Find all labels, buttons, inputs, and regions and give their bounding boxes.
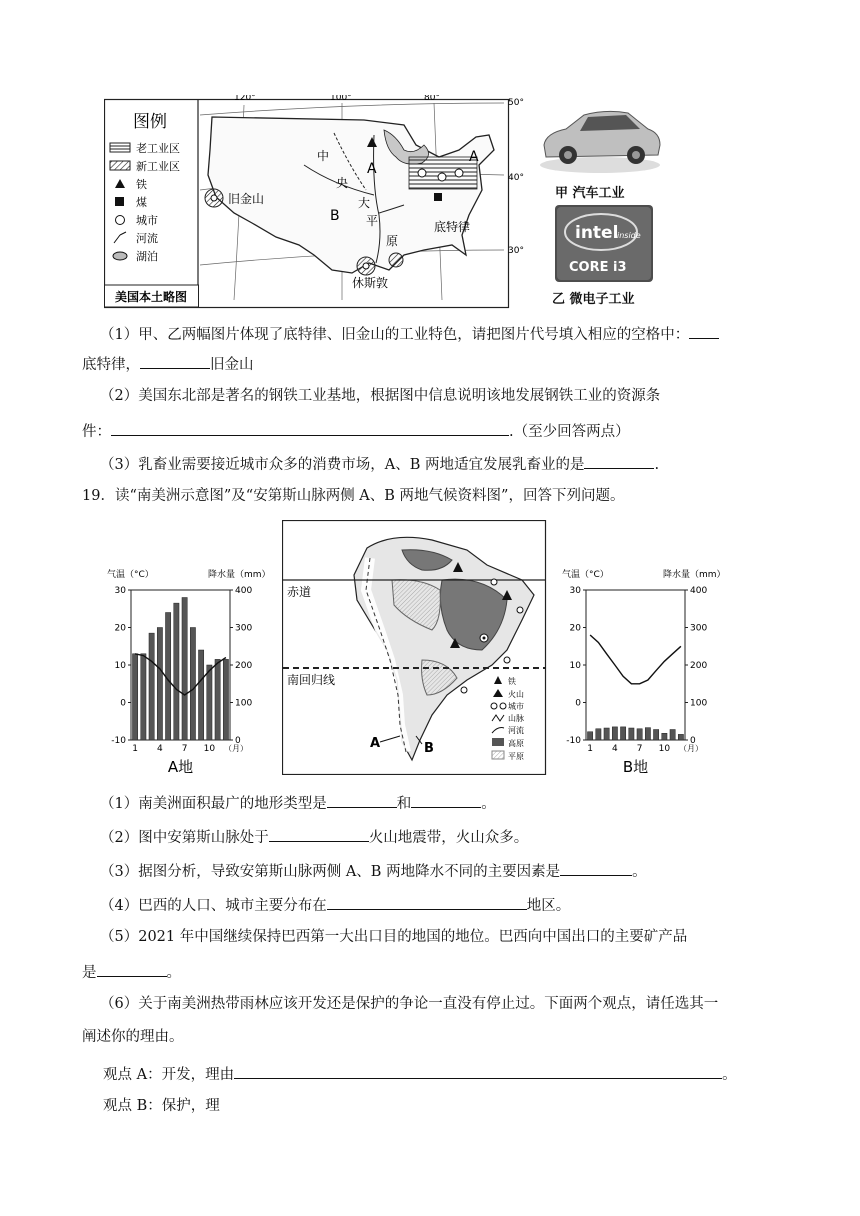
label-a: A [367, 161, 377, 177]
sa-legend-iron: 铁 [508, 677, 516, 686]
chart-a-precip-bar [190, 628, 195, 741]
chart-b-month-unit: （月） [679, 744, 703, 753]
chart-b-temp-tick-label: 20 [569, 623, 581, 634]
chart-b-precip-bar [629, 728, 634, 740]
sa-legend-plain: 平原 [508, 752, 524, 761]
equator-label: 赤道 [287, 585, 312, 599]
chart-a-temp-tick-label: 0 [120, 698, 126, 709]
chart-a-precip-bar [157, 628, 162, 741]
core-word: CORE i3 [569, 260, 627, 275]
jia-caption: 甲 汽车工业 [555, 186, 625, 201]
legend-city: 城市 [136, 214, 158, 227]
chart-a-month-label: 4 [157, 744, 163, 754]
q18-p2-suffix: .（至少回答两点） [509, 424, 630, 440]
blank-population-area[interactable] [327, 893, 527, 910]
blank-view-a-reason[interactable] [234, 1062, 722, 1079]
chart-a-title: A地 [167, 758, 194, 776]
car-photo [536, 95, 664, 175]
chart-a-precip-bar [223, 659, 228, 740]
chart-a-precip-bar [207, 665, 212, 740]
label-plain-2: 央 [336, 176, 349, 190]
chart-a-svg [105, 565, 265, 777]
chart-b-precip-bar [620, 727, 625, 740]
chart-a-precip-tick-label: 300 [235, 623, 253, 634]
q18-p3-end: . [654, 457, 660, 473]
sa-legend-volcano: 火山 [508, 690, 524, 699]
legend-river: 河流 [136, 232, 158, 245]
chart-a-temp-axis-label: 气温（°C） [107, 570, 154, 580]
q18-p2-prefix: 件： [82, 424, 111, 440]
chart-b-temp-tick-label: 30 [569, 586, 581, 596]
q19-p1-and: 和 [396, 796, 412, 812]
q19-view-a [103, 1062, 737, 1085]
chart-a-temp-tick-label: 10 [114, 661, 126, 671]
chart-b-month-label: 1 [587, 744, 593, 754]
q19-p4 [100, 893, 570, 916]
q19-p3 [100, 859, 647, 882]
chart-b-precip-bar [645, 728, 650, 740]
chart-a-precip-bar [198, 650, 203, 740]
label-plain-5: 原 [386, 234, 399, 248]
blank-sf[interactable] [140, 352, 210, 369]
chart-b-precip-bar [678, 734, 683, 740]
label-a-east: A [469, 149, 479, 165]
legend-old-industry: 老工业区 [136, 142, 180, 155]
label-houston: 休斯敦 [352, 276, 389, 290]
chart-a-precip-bar [165, 613, 170, 741]
legend-coal: 煤 [136, 196, 147, 209]
blank-steel-resources[interactable] [111, 419, 509, 436]
tropic-label: 南回归线 [287, 673, 336, 687]
sa-label-b: B [424, 741, 434, 756]
q18-p3-line [100, 452, 659, 475]
q19-p3-text: （3）据图分析，导致安第斯山脉两侧 A、B 两地降水不同的主要因素是 [100, 864, 561, 880]
lat-40: 40° [508, 173, 524, 183]
q19-view-b: 观点 B：保护，理 [103, 1098, 220, 1114]
label-plain-1: 中 [317, 149, 330, 163]
label-sf: 旧金山 [228, 192, 265, 206]
q19-p6-line1: （6）关于南美洲热带雨林应该开发还是保护的争论一直没有停止过。下面两个观点，请任选其一 [100, 996, 719, 1012]
label-plain-3: 大 [358, 196, 371, 210]
intel-word: intel [575, 223, 619, 243]
chart-a-precip-tick-label: 0 [235, 736, 241, 746]
legend-iron: 铁 [136, 178, 147, 191]
chart-b-month-label: 10 [658, 744, 671, 754]
sf-city [211, 195, 217, 201]
q19-p1-text: （1）南美洲面积最广的地形类型是 [100, 796, 327, 812]
chart-a-month-label: 1 [132, 744, 138, 754]
label-plain-4: 平 [366, 214, 379, 228]
q19-p1-end: 。 [481, 796, 496, 812]
chart-b-precip-bar [604, 728, 609, 740]
chart-b-title: B地 [622, 758, 649, 776]
chart-b-precip-bar [587, 732, 592, 740]
q18-p2-line1: （2）美国东北部是著名的钢铁工业基地，根据图中信息说明该地发展钢铁工业的资源条 [100, 388, 661, 404]
new-industry-gulf [389, 253, 403, 267]
chart-a-precip-tick-label: 400 [235, 586, 253, 596]
sa-legend-city: 城市 [508, 702, 524, 711]
us-map-figure [104, 95, 524, 310]
q19-p5-end: 。 [166, 965, 181, 981]
chart-b-precip-tick-label: 300 [690, 623, 708, 634]
houston-city [363, 263, 369, 269]
chart-b-temp-axis-label: 气温（°C） [562, 570, 609, 580]
chart-b-precip-tick-label: 100 [690, 698, 708, 709]
chart-a-precip-bar [141, 654, 146, 740]
chart-b-precip-bar [662, 733, 667, 740]
view-a-text: 观点 A：开发，理由 [103, 1067, 235, 1083]
blank-dairy[interactable] [584, 452, 654, 469]
lon-100: 100° [330, 95, 352, 103]
sa-label-a: A [370, 736, 381, 751]
q18-p1-detroit: 底特律， [82, 357, 140, 373]
q19-p2-text: （2）图中安第斯山脉处于 [100, 830, 269, 846]
chart-b-precip-bar [670, 730, 675, 741]
lon-80: 80° [424, 95, 440, 103]
chart-b-precip-bar [612, 727, 617, 740]
chart-a-precip-bar [182, 598, 187, 741]
chart-b-temp-tick-label: 0 [575, 698, 581, 709]
blank-detroit[interactable] [689, 322, 719, 339]
chart-a-temp-tick-label: -10 [111, 736, 126, 746]
chart-a [105, 565, 265, 781]
intel-logo [555, 205, 653, 282]
legend-new-industry: 新工业区 [136, 160, 180, 173]
chart-a-temp-line [135, 654, 226, 695]
chart-b-temp-line [590, 635, 681, 684]
lat-30: 30° [508, 246, 524, 256]
chart-a-temp-tick-label: 30 [114, 586, 126, 596]
blank-rain-factor[interactable] [560, 859, 632, 876]
q19-p2-end: 火山地震带，火山众多。 [368, 830, 529, 846]
lat-50: 50° [508, 98, 524, 108]
q19-p1 [100, 791, 496, 814]
chart-a-precip-tick-label: 100 [235, 698, 253, 709]
blank-volcanic-belt[interactable] [269, 825, 369, 842]
q19-p5-prefix: 是 [82, 965, 97, 981]
chart-a-precip-bar [149, 633, 154, 740]
q19-p4-end: 地区。 [526, 898, 571, 914]
q19-p5-line2 [82, 960, 181, 983]
chart-b-precip-bar [596, 729, 601, 740]
detroit-city [418, 169, 426, 177]
legend-lake: 湖泊 [136, 250, 158, 263]
intel-inside: inside [617, 231, 641, 240]
sa-legend-mountain: 山脉 [508, 714, 524, 723]
chart-b-temp-tick-label: 10 [569, 661, 581, 671]
q18-p1-line1 [100, 322, 719, 345]
chart-a-precip-bar [132, 654, 137, 740]
q19-p2 [100, 825, 528, 848]
chart-a-precip-axis-label: 降水量（mm） [208, 570, 265, 580]
sa-legend-river: 河流 [508, 726, 524, 735]
chart-a-precip-tick-label: 200 [235, 661, 253, 671]
chart-a-month-label: 10 [203, 744, 216, 754]
chart-b-precip-tick-label: 0 [690, 736, 696, 746]
chart-b-precip-tick-label: 400 [690, 586, 708, 596]
chart-b-precip-axis-label: 降水量（mm） [663, 570, 726, 580]
legend-title: 图例 [133, 112, 167, 132]
label-b: B [330, 208, 340, 224]
q18-p1-line2 [82, 352, 254, 375]
yi-caption: 乙 微电子工业 [552, 292, 635, 307]
chart-b [560, 565, 730, 781]
q19-intro: 19．读“南美洲示意图”及“安第斯山脉两侧 A、B 两地气候资料图”，回答下列问题。 [82, 488, 625, 504]
blank-landform-2[interactable] [411, 791, 481, 808]
sa-legend-plateau: 高原 [508, 739, 524, 748]
chart-b-precip-tick-label: 200 [690, 661, 708, 671]
blank-mineral[interactable] [97, 960, 167, 977]
south-america-map [282, 520, 547, 775]
chart-a-month-label: 7 [181, 744, 188, 754]
lon-120: 120° [234, 95, 256, 103]
chart-a-precip-bar [215, 659, 220, 740]
chart-b-precip-bar [637, 729, 642, 740]
q18-p1-sf: 旧金山 [210, 357, 254, 373]
us-map-svg [104, 95, 524, 310]
blank-landform-1[interactable] [327, 791, 397, 808]
q19-p5-line1: （5）2021 年中国继续保持巴西第一大出口目的地国的地位。巴西向中国出口的主要矿产品 [100, 929, 688, 945]
chart-a-temp-tick-label: 20 [114, 623, 126, 634]
chart-b-temp-tick-label: -10 [566, 736, 581, 746]
chart-b-precip-bar [653, 730, 658, 741]
chart-b-svg [560, 565, 730, 777]
chart-a-month-unit: （月） [224, 744, 248, 753]
q19-p3-end: 。 [632, 864, 647, 880]
label-detroit: 底特律 [434, 220, 471, 234]
coal-symbol [434, 193, 442, 201]
q19-p4-text: （4）巴西的人口、城市主要分布在 [100, 898, 327, 914]
chart-b-month-label: 7 [636, 744, 643, 754]
q18-p1-text: （1）甲、乙两幅图片体现了底特律、旧金山的工业特色，请把图片代号填入相应的空格中： [100, 327, 690, 343]
q18-p2-line2 [82, 419, 630, 442]
view-a-end: 。 [722, 1067, 737, 1083]
chart-b-plot-frame [586, 590, 685, 740]
chart-a-precip-bar [174, 603, 179, 740]
q19-p6-line2: 阐述你的理由。 [82, 1029, 184, 1045]
map-caption: 美国本土略图 [114, 290, 188, 304]
q18-p3-text: （3）乳畜业需要接近城市众多的消费市场，A、B 两地适宜发展乳畜业的是 [100, 457, 585, 473]
chart-b-month-label: 4 [612, 744, 618, 754]
